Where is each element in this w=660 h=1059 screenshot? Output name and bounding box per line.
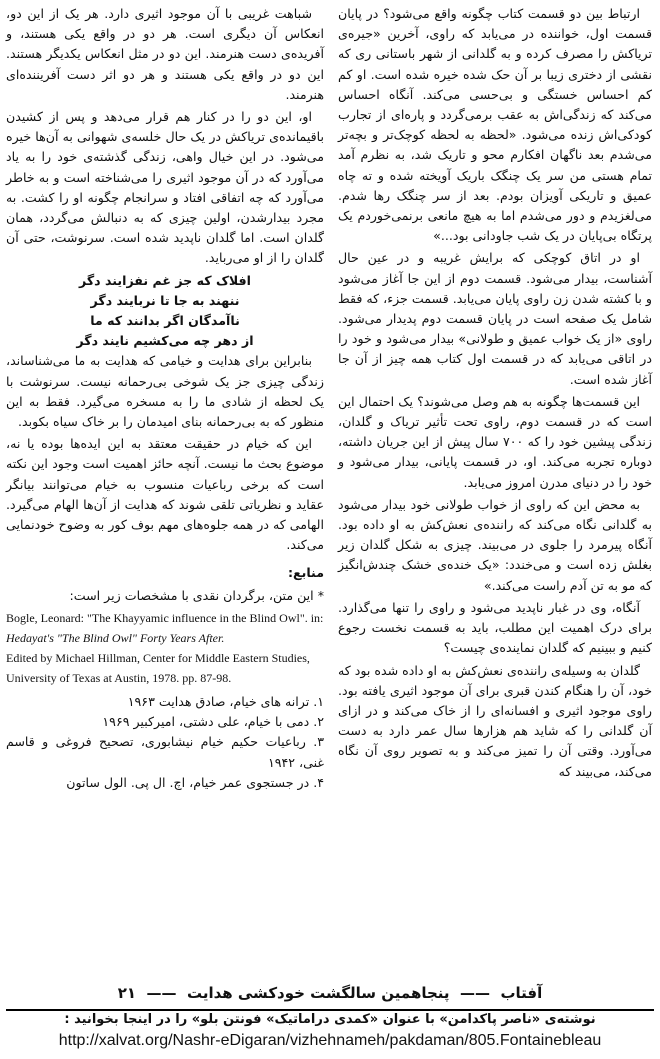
issue-title: پنجاهمین سالگشت خودکشی هدایت (186, 984, 450, 1002)
reference-item: ۱. ترانه های خیام، صادق هدایت ۱۹۶۳ (127, 693, 324, 709)
reference-item: ۳. رباعیات حکیم خیام نیشابوری، تصحیح فروغی و قاسم غنی، ۱۹۴۲ (6, 734, 324, 770)
citation-line: Bogle, Leonard: "The Khayyamic influence in the Blind Owl". in: (6, 610, 324, 625)
paragraph: شباهت غریبی با آن موجود اثیری دارد. هر یک از این دو، انعکاس آن دیگری است. هر دو در واقع یکی هستند، و آفریده‌ی دست هنرمند. این دو در مثل انعکاس یکدیگر هستند. این دو در واقع یکی هستند و هر دو اثر دست آفریننده‌ای هنرمند. (6, 6, 324, 102)
left-column (6, 4, 324, 793)
citation-line (6, 628, 324, 648)
references-title: منابع: (287, 565, 324, 581)
paragraph: آنگاه، وی در غبار ناپدید می‌شود و راوی را تنها می‌گذارد. برای درک اهمیت این مطلب، باید به قسمت نخست رجوع کنیم و ببینیم که گلدان نماینده‌ی چیست؟ (338, 599, 652, 656)
paragraph: بنابراین برای هدایت و خیامی که هدایت به ما می‌شناساند، زندگی چیزی جز یک شوخی بی‌رحمانه نیست. سرنوشت با یک لحظه از شادی ما را به مسخره می‌گیرد. فقط به این منظور که به بی‌رحمانه بنای امیدمان را بر خاک سیاه بکوبد. (6, 353, 324, 430)
citation-book-title: Hedayat's "The Blind Owl" Forty Years After. (6, 630, 225, 645)
reference-item: ۲. دمی با خیام، علی دشتی، امیرکبیر ۱۹۶۹ (102, 714, 324, 730)
right-column (338, 4, 652, 784)
poem-line: ننهند به جا تا نربایند دگر (90, 292, 240, 308)
page-number: ۲۱ (117, 984, 137, 1002)
poem-line: از دهر چه می‌کشیم نایند دگر (76, 333, 254, 349)
paragraph: ارتباط بین دو قسمت کتاب چگونه واقع می‌شود؟ در پایان قسمت اول، خواننده در می‌یابد که راوی، آخرین «جیره‌ی تریاکش را مصرف کرده و به گلدانی از شهر باستانی ری که نقشی از دختری زیبا بر آن حک شده خیره شده است. او کم کم احساس خستگی و بی‌حسی می‌کند. آنگاه احساس می‌کند که زندگی‌اش به عقب برمی‌گردد و پاره‌ای از تجارب کودکی‌اش زنده می‌شود. «لحظه به لحظه کوچک‌تر و بچه‌تر می‌شدم بعد ناگهان افکارم محو و تاریک شد، به نظرم آمد تمام هستی من سر یک چنگک باریک آویخته شده و ته چاه عمیق و تاریکی آویزان بودم. بعد از سر چنگک رها شدم. می‌لغزیدم و دور می‌شدم اما به هیچ مانعی برنمی‌خوردم یک پرتگاه بی‌پایان در یک شب جاودانی بود...» (338, 6, 652, 244)
paragraph: این که خیام در حقیقت معتقد به این ایده‌ها بوده یا نه، موضوع بحث ما نیست. آنچه حائز اهمیت است وجود این نکته است که برخی رباعیات منسوب به خیام می‌توانند بیانگر عقاید و نظریاتی تلقی شوند که هدایت از آن‌ها الهام می‌گیرد. الهامی که در همه جلوه‌های مهم بوف کور به وضوح خودنمایی می‌کند. (6, 436, 324, 553)
citation-line: Edited by Michael Hillman, Center for Middle Eastern Studies, University of Texas at Austin, 1978. pp. 87-98. (6, 650, 310, 685)
paragraph: گلدان به وسیله‌ی راننده‌ی نعش‌کش به او داده شده بود که خود، آن را هنگام کندن قبری برای آن موجود اثیری یافته بود. راوی موجود اثیری و افسانه‌ای را از خاک می‌کند و در ازای آن گلدانی را که شاید هم هزارها سال عمر دارد به دست می‌آورد. وقتی آن را تمیز می‌کند و به تصویر روی آن نگاه می‌کند، می‌بیند که (338, 662, 652, 779)
poem-line: افلاک که جز غم نفزایند دگر (78, 272, 251, 288)
english-citation (6, 608, 324, 688)
paragraph: به محض این که راوی از خواب طولانی خود بیدار می‌شود به گلدانی نگاه می‌کند که راننده‌ی نعش‌کش به او داده بود. آنگاه پیرمرد را جلوی در می‌بیند. چیزی به شکل گلدان زیر بغلش زده است و می‌خندد: «یک خنده‌ی خشک چندش‌انگیز که مو به تن آدم راست می‌کند.» (338, 496, 652, 593)
footer-note: نوشته‌ی «ناصر پاکدامن» با عنوان «کمدی دراماتیک» فونتن بلو» را در اینجا بخوانید : (64, 1012, 596, 1027)
reference-item: ۴. در جستجوی عمر خیام، اچ. ال پی. الول ساتون (66, 774, 324, 790)
footer-url-link[interactable]: http://xalvat.org/Nashr-eDigaran/vizhehnameh/pakdaman/805.Fontainebleau (58, 1032, 602, 1049)
magazine-name: آفتاب (500, 984, 543, 1002)
paragraph: او، این دو را در کنار هم قرار می‌دهد و پس از کشیدن باقیمانده‌ی تریاکش در یک حال خلسه‌ی شهوانی به آن‌ها خیره می‌شود. در این خیال واهی، زندگی گذشته‌ی خود را به یاد می‌آورد که در آن موجود اثیری را می‌شناخته است و به خاطر می‌آورد که چه اتفاقی افتاد و سرانجام چگونه او را کشت. به مجرد بیدارشدن، اولین چیزی که به دنبالش می‌گردد، همان گلدان است. اما گلدان ناپدید شده است. سرنوشت، حتی آن گلدان را از او می‌رباید. (6, 109, 324, 266)
paragraph: او در اتاق کوچکی که برایش غریبه و در عین حال آشناست، بیدار می‌شود. قسمت دوم از این جا آغاز می‌شود و با کشته شدن زن راوی پایان می‌یابد. قسمت جزء، که فقط شامل یک صفحه است در پایان قسمت دوم پدیدار می‌شود. راوی «از یک خواب عمیق و طولانی» بیدار می‌شود و خود را در اتاقی می‌یابد که در قسمت اول کتاب همه چیز از آن جا آغاز شده است. (338, 250, 652, 387)
poem-line: ناآمدگان اگر بدانند که ما (90, 313, 240, 329)
references-intro: * این متن، برگردان نقدی با مشخصات زیر است: (69, 587, 324, 603)
footer-divider (6, 1009, 654, 1011)
paragraph: این قسمت‌ها چگونه به هم وصل می‌شوند؟ یک احتمال این است که در قسمت دوم، راوی تحت تأثیر تریاک و گلدان، زندگی پیشین خود را که ۷۰۰ سال پیش از این جریان داشته، دوباره تجربه می‌کند. او، در قسمت پایانی، بیدار می‌شود و خود را در دنیای مدرن امروز می‌یابد. (338, 393, 652, 490)
footer-header: آفتاب —— پنجاهمین سالگشت خودکشی هدایت —— ۲۱ (117, 984, 543, 1002)
reference-list (6, 692, 324, 793)
